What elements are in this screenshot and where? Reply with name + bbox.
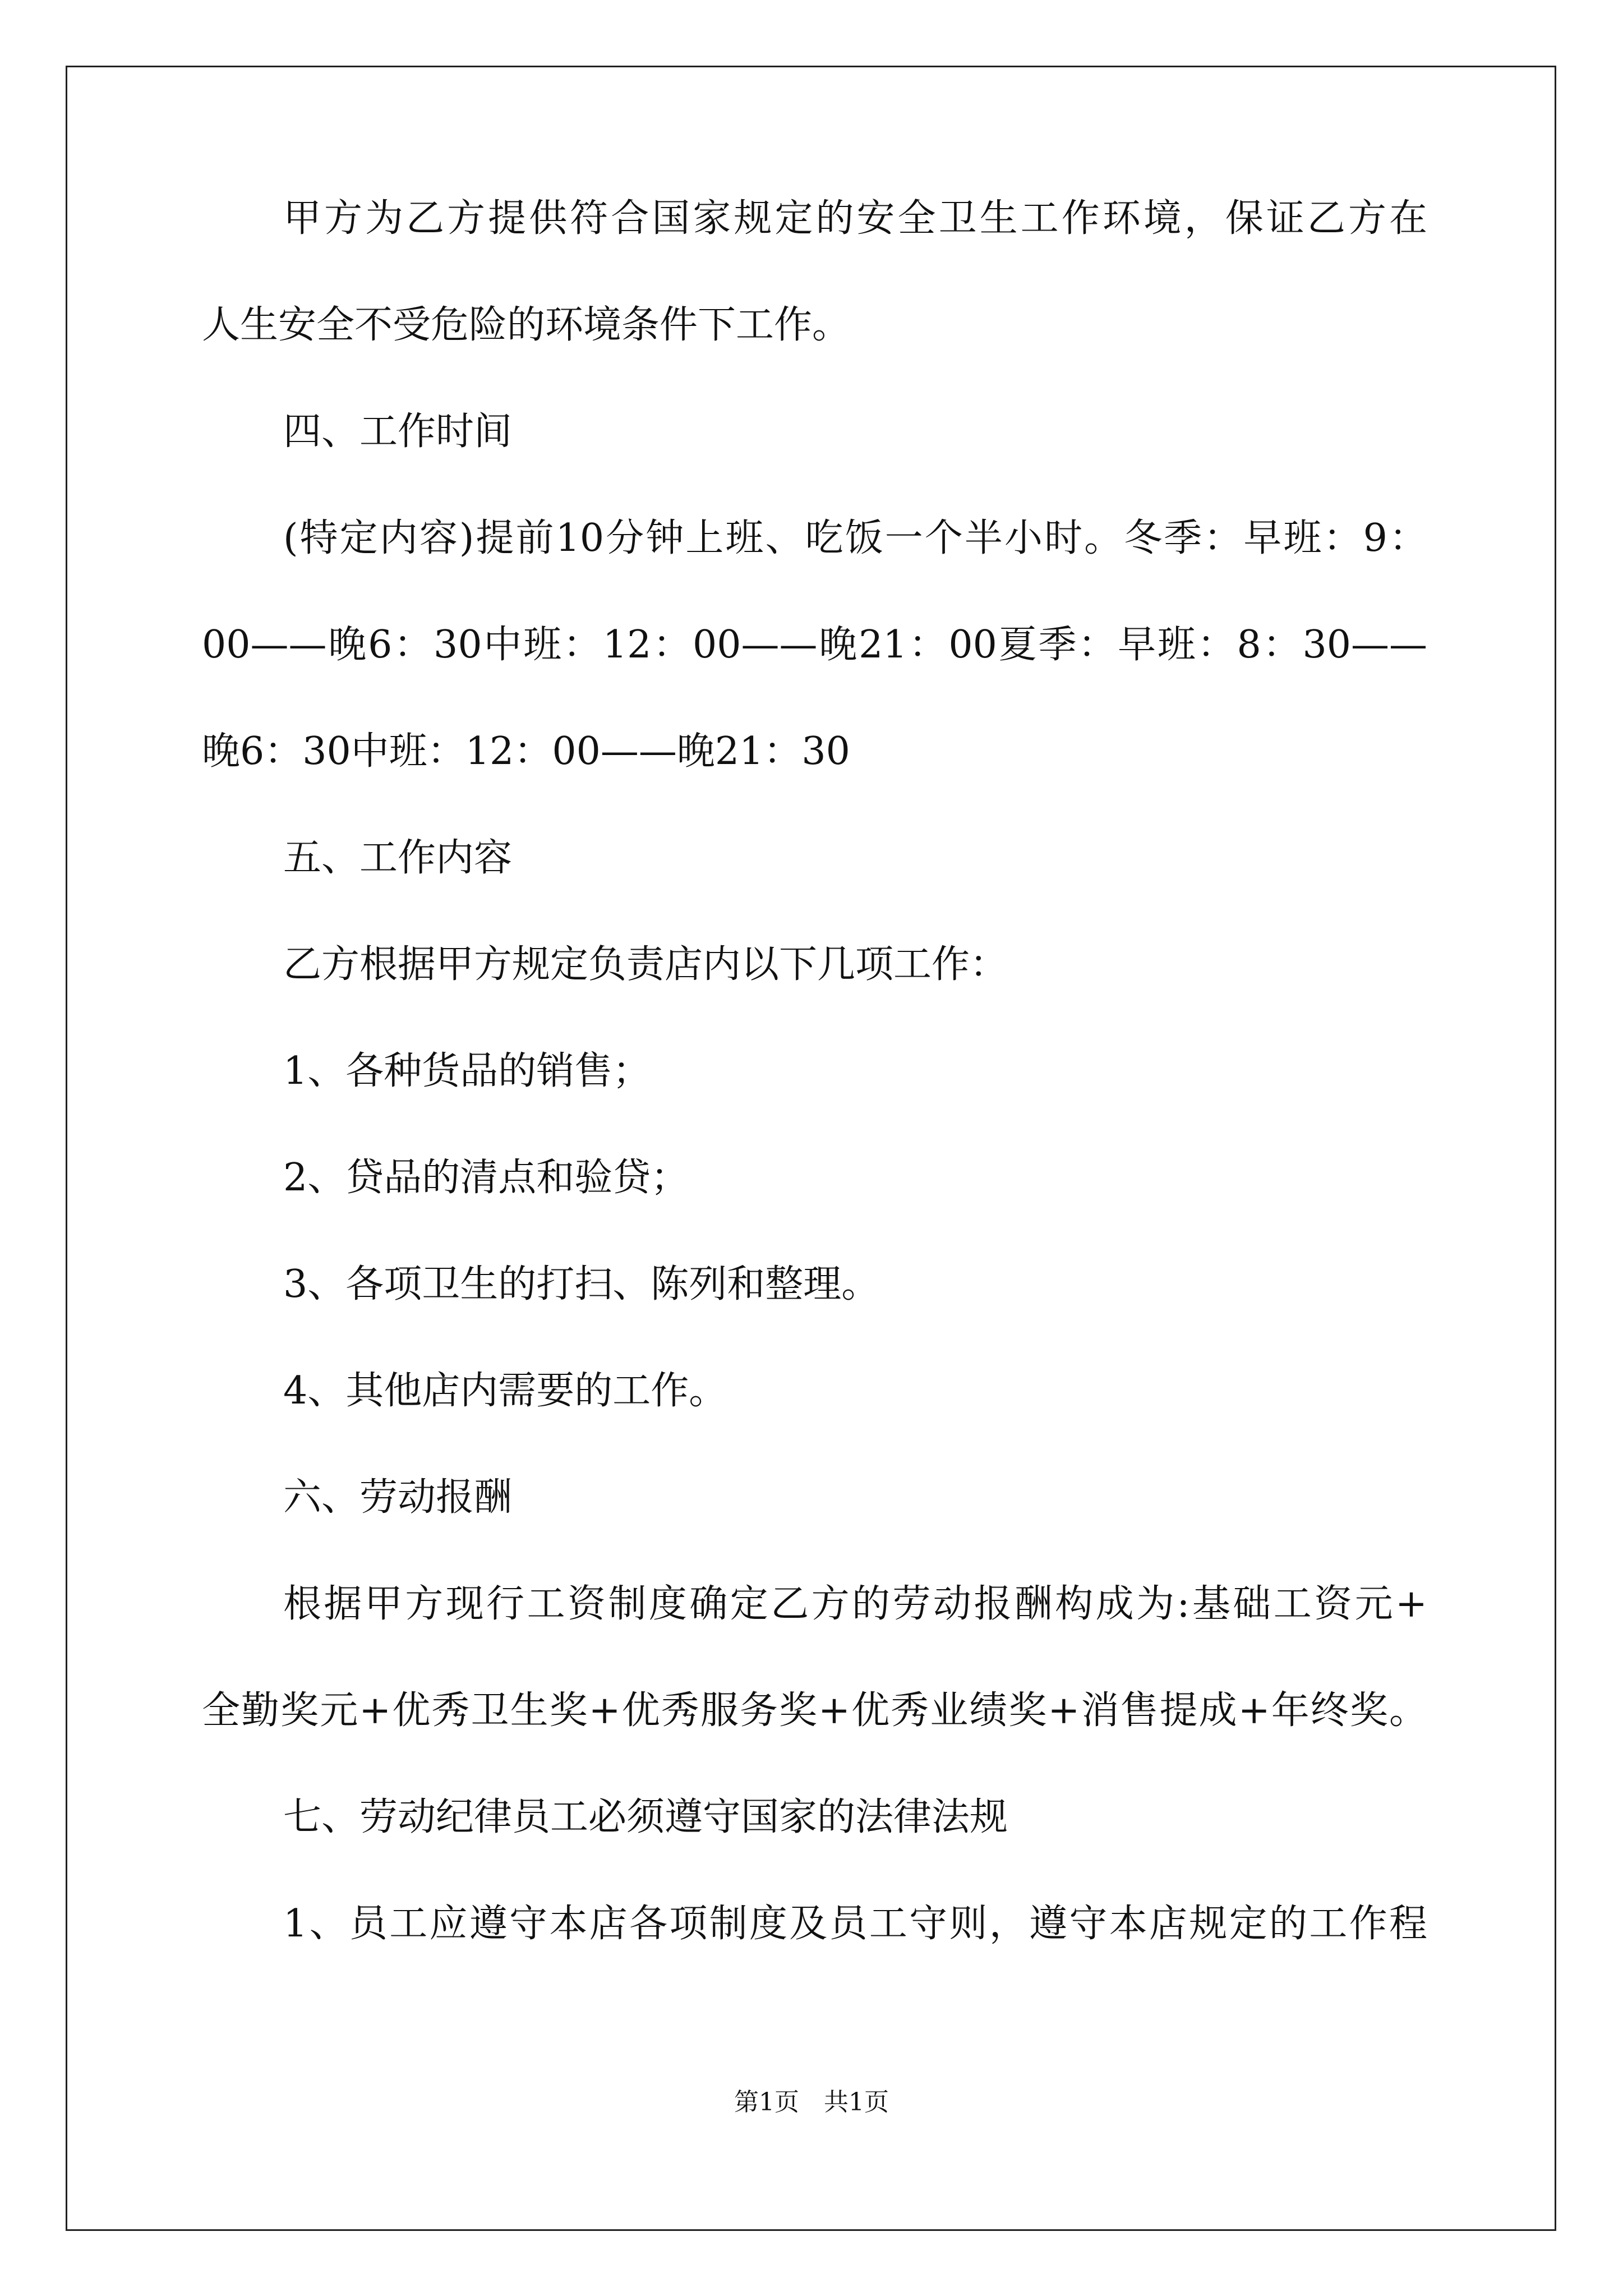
page-number-footer: 第1页 共1页: [734, 2088, 889, 2116]
paragraph-line: (特定内容)提前10分钟上班、吃饭一个半小时。冬季：早班：9：: [283, 516, 1427, 560]
list-item: 1、各种货品的销售；: [283, 1049, 651, 1093]
paragraph-line: 乙方根据甲方规定负责店内以下几项工作：: [283, 942, 1008, 987]
section-heading: 六、劳动报酬: [283, 1475, 513, 1520]
section-heading: 四、工作时间: [283, 409, 513, 454]
section-heading: 五、工作内容: [283, 836, 513, 880]
paragraph-line: 人生安全不受危险的环境条件下工作。: [202, 303, 851, 347]
paragraph-line: 1、员工应遵守本店各项制度及员工守则，遵守本店规定的工作程: [283, 1902, 1427, 1946]
list-item: 4、其他店内需要的工作。: [283, 1369, 727, 1413]
list-item: 3、各项卫生的打扫、陈列和整理。: [283, 1262, 880, 1306]
list-item: 2、贷品的清点和验贷；: [283, 1156, 689, 1200]
paragraph-line: 晚6：30中班：12：00——晚21：30: [202, 729, 850, 774]
paragraph-line: 00——晚6：30中班：12：00——晚21：00夏季：早班：8：30——: [202, 623, 1427, 667]
paragraph-line: 根据甲方现行工资制度确定乙方的劳动报酬构成为:基础工资元+: [283, 1582, 1427, 1626]
paragraph-line: 甲方为乙方提供符合国家规定的安全卫生工作环境，保证乙方在: [283, 196, 1427, 241]
paragraph-line: 全勤奖元+优秀卫生奖+优秀服务奖+优秀业绩奖+消售提成+年终奖。: [202, 1688, 1427, 1733]
section-heading: 七、劳动纪律员工必须遵守国家的法律法规: [283, 1795, 1008, 1839]
